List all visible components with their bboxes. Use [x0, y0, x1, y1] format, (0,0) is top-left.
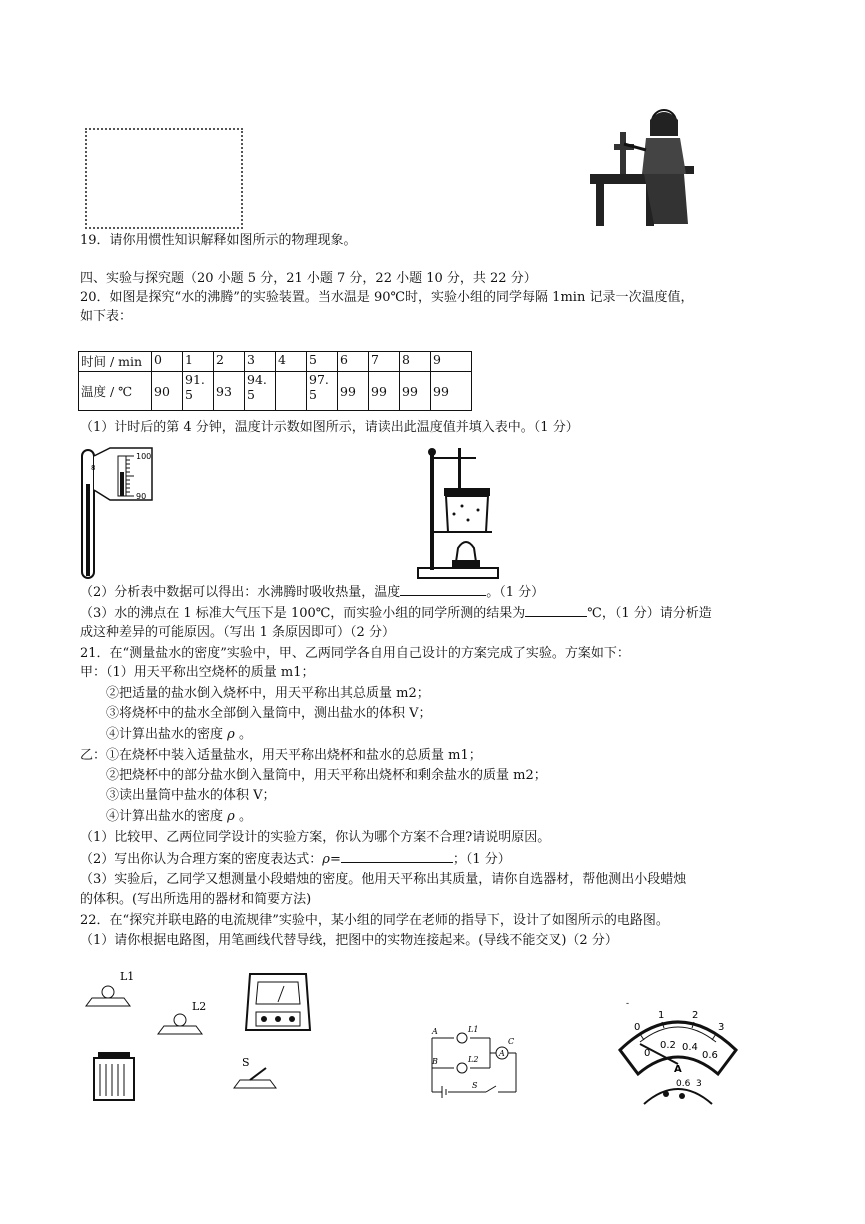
- answer-blank[interactable]: [525, 616, 587, 617]
- label-b: B: [432, 1057, 438, 1066]
- table-cell: 94.5: [245, 372, 276, 411]
- q21-jia-3: ③将烧杯中的盐水全部倒入量筒中，测出盐水的体积 V；: [106, 706, 432, 721]
- q21-part3: （3）实验后，乙同学又想测量小段蜡烛的密度。他用天平称出其质量，请你自选器材，帮他测出小段蜡烛: [80, 872, 687, 887]
- q21-part2-text: （2）写出你认为合理方案的密度表达式：: [80, 852, 323, 867]
- meter-tick-top: 2: [692, 1010, 699, 1021]
- q21-part2-end: ；（1 分）: [452, 852, 511, 867]
- label-l1-diagram: L1: [468, 1025, 479, 1034]
- table-header-cell: 0: [152, 352, 183, 372]
- table-header-cell: 4: [276, 352, 307, 372]
- table-header-cell: 3: [245, 352, 276, 372]
- q21-jia-2: ②把适量的盐水倒入烧杯中，用天平称出其总质量 m2；: [106, 686, 430, 701]
- q21-jia-4-period: 。: [238, 727, 252, 742]
- q21-equals: =: [329, 852, 341, 867]
- table-header-cell: 7: [369, 352, 400, 372]
- table-cell: 99: [431, 372, 472, 411]
- q20-line2: 如下表：: [80, 309, 133, 324]
- thermo-tick-90: 90: [136, 492, 147, 501]
- boiling-apparatus-figure: [416, 444, 500, 580]
- q21-jia-4: [106, 726, 252, 744]
- meter-corner-mark: -: [626, 1000, 630, 1009]
- label-l2-diagram: L2: [468, 1055, 479, 1064]
- circuit-components-figure: [80, 964, 330, 1104]
- inertia-illustration: [584, 104, 700, 230]
- q19-text: 19．请你用惯性知识解释如图所示的物理现象。: [80, 233, 357, 248]
- thermo-tick-100: 100: [136, 452, 152, 461]
- meter-tick-bottom: 0: [644, 1048, 651, 1059]
- table-cell: 99: [400, 372, 431, 411]
- ammeter-symbol: A: [499, 1049, 505, 1058]
- q21-yi-4-text: ④计算出盐水的密度: [106, 809, 224, 824]
- q21-part3-cont: 的体积。(写出所选用的器材和简要方法): [80, 892, 312, 907]
- q22-line1: 22．在“探究并联电路的电流规律”实验中，某小组的同学在老师的指导下，设计了如图所示的电路图。: [80, 913, 669, 928]
- thermometer-figure: [76, 444, 156, 584]
- ammeter-dial: [614, 1000, 742, 1106]
- table-cell: 99: [338, 372, 369, 411]
- q20-part3-mid: ℃，（1 分）请分析造: [587, 606, 712, 621]
- q21-part2: [80, 851, 511, 869]
- q21-part1: （1）比较甲、乙两位同学设计的实验方案，你认为哪个方案不合理?请说明原因。: [80, 830, 551, 845]
- table-cell: 97.5: [307, 372, 338, 411]
- q20-part2-text: （2）分析表中数据可以得出：水沸腾时吸收热量，温度: [80, 585, 401, 600]
- label-a: A: [432, 1027, 438, 1036]
- meter-unit: A: [674, 1064, 682, 1075]
- table-cell: 99: [369, 372, 400, 411]
- q20-part3-text: （3）水的沸点在 1 标准大气压下是 100℃，而实验小组的同学所测的结果为: [80, 606, 526, 621]
- label-s-diagram: S: [472, 1081, 478, 1090]
- rho-symbol: ρ: [322, 852, 330, 867]
- table-row-label: 温度 / ℃: [79, 372, 152, 411]
- table-cell: 93: [214, 372, 245, 411]
- q22-part1: （1）请你根据电路图，用笔画线代替导线，把图中的实物连接起来。(导线不能交叉)（2 分）: [80, 933, 618, 948]
- meter-terminal-06: 0.6: [676, 1079, 691, 1089]
- circuit-diagram: [416, 1020, 526, 1102]
- answer-blank[interactable]: [341, 862, 453, 863]
- label-s: S: [242, 1056, 250, 1069]
- temperature-table: [78, 351, 472, 411]
- q20-part3-cont: 成这种差异的可能原因。（写出 1 条原因即可）（2 分）: [80, 625, 395, 640]
- q20-part2-end: 。（1 分）: [486, 585, 545, 600]
- label-l2: L2: [192, 1000, 207, 1013]
- meter-tick-top: 0: [634, 1022, 641, 1033]
- table-header-cell: 5: [307, 352, 338, 372]
- meter-tick-top: 1: [658, 1010, 665, 1021]
- q21-jia-1: 甲：（1）用天平称出空烧杯的质量 m1；: [80, 665, 315, 680]
- q20-line1: 20．如图是探究“水的沸腾”的实验装置。当水温是 90℃时，实验小组的同学每隔 1min 记录一次温度值，: [80, 290, 694, 305]
- table-cell-blank[interactable]: [276, 372, 307, 411]
- table-header-cell: 9: [431, 352, 472, 372]
- meter-tick-bottom: 0.6: [702, 1050, 718, 1061]
- q21-yi-1: 乙：①在烧杯中装入适量盐水，用天平称出烧杯和盐水的总质量 m1；: [80, 748, 482, 763]
- q21-yi-2: ②把烧杯中的部分盐水倒入量筒中，用天平称出烧杯和剩余盐水的质量 m2；: [106, 768, 547, 783]
- table-cell: 91.5: [183, 372, 214, 411]
- table-header-cell: 1: [183, 352, 214, 372]
- meter-tick-top: 3: [718, 1022, 725, 1033]
- section-4-heading: 四、实验与探究题（20 小题 5 分，21 小题 7 分，22 小题 10 分，共 22 分）: [80, 271, 537, 286]
- table-header-cell: 8: [400, 352, 431, 372]
- table-header-cell: 6: [338, 352, 369, 372]
- q20-part3: [80, 605, 712, 623]
- q21-yi-4: [106, 808, 252, 826]
- svg-text:8: 8: [91, 464, 96, 472]
- meter-tick-bottom: 0.4: [682, 1042, 698, 1053]
- q21-intro: 21．在“测量盐水的密度”实验中，甲、乙两同学各自用自己设计的方案完成了实验。方案如下：: [80, 646, 630, 661]
- answer-blank[interactable]: [400, 595, 486, 596]
- q20-part2: [80, 584, 544, 602]
- rho-symbol: ρ: [227, 727, 235, 742]
- answer-box: [85, 128, 243, 229]
- meter-tick-bottom: 0.2: [660, 1040, 676, 1051]
- q20-part1: （1）计时后的第 4 分钟，温度计示数如图所示，请读出此温度值并填入表中。（1 分）: [80, 420, 579, 435]
- q21-yi-3: ③读出量筒中盐水的体积 V；: [106, 788, 276, 803]
- q21-yi-4-period: 。: [238, 809, 252, 824]
- label-c: C: [508, 1037, 515, 1046]
- table-cell: 90: [152, 372, 183, 411]
- label-l1: L1: [120, 970, 135, 983]
- meter-terminal-3: 3: [696, 1079, 702, 1089]
- table-header-cell: 2: [214, 352, 245, 372]
- rho-symbol: ρ: [227, 809, 235, 824]
- q21-jia-4-text: ④计算出盐水的密度: [106, 727, 224, 742]
- table-header-cell: 时间 / min: [79, 352, 152, 372]
